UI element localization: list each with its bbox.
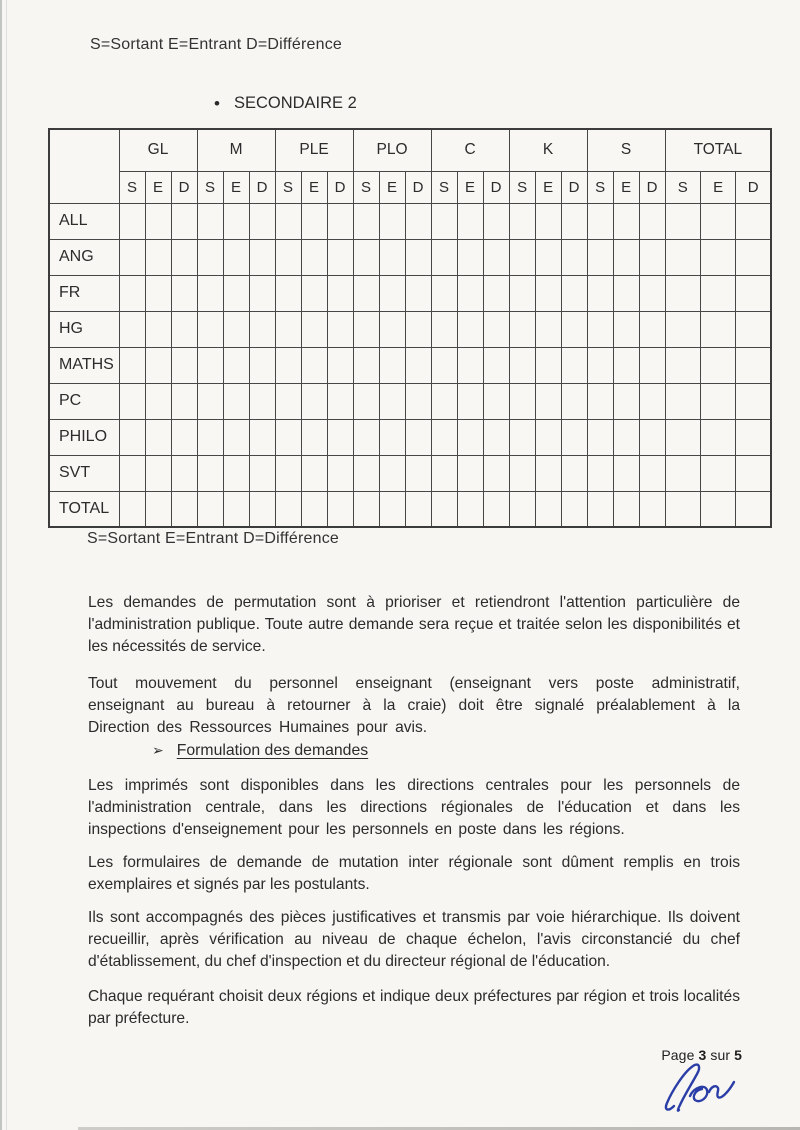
table-data-cell <box>379 347 405 383</box>
table-data-cell <box>700 455 735 491</box>
table-data-cell <box>145 347 171 383</box>
table-subheader-cell: D <box>327 171 353 203</box>
table-data-cell <box>249 239 275 275</box>
table-data-cell <box>379 311 405 347</box>
table-data-cell <box>223 275 249 311</box>
table-data-cell <box>301 383 327 419</box>
table-data-cell <box>223 311 249 347</box>
table-data-cell <box>561 491 587 527</box>
table-data-cell <box>700 491 735 527</box>
table-subheader-cell: S <box>197 171 223 203</box>
table-subheader-cell: E <box>145 171 171 203</box>
table-subheader-cell: D <box>249 171 275 203</box>
table-data-cell <box>700 383 735 419</box>
table-data-cell <box>275 239 301 275</box>
table-data-cell <box>535 455 561 491</box>
table-data-cell <box>145 383 171 419</box>
table-group-header: K <box>509 129 587 171</box>
table-data-cell <box>431 419 457 455</box>
table-data-cell <box>587 347 613 383</box>
section-title-row <box>214 94 357 113</box>
table-data-cell <box>353 203 379 239</box>
table-data-cell <box>275 383 301 419</box>
table-data-cell <box>431 491 457 527</box>
table-data-cell <box>509 275 535 311</box>
table-subheader-cell: D <box>483 171 509 203</box>
table-data-cell <box>145 239 171 275</box>
table-data-cell <box>223 455 249 491</box>
table-data-cell <box>405 311 431 347</box>
table-data-cell <box>353 419 379 455</box>
table-data-cell <box>457 275 483 311</box>
legend-top: S=Sortant E=Entrant D=Différence <box>90 36 343 53</box>
table-data-cell <box>119 311 145 347</box>
table-data-cell <box>145 275 171 311</box>
table-data-cell <box>145 491 171 527</box>
table-data-cell <box>249 383 275 419</box>
section-heading-text: Formulation des demandes <box>176 742 369 759</box>
table-data-cell <box>379 203 405 239</box>
table-data-cell <box>483 203 509 239</box>
table-data-cell <box>275 491 301 527</box>
table-data-cell <box>561 455 587 491</box>
table-data-cell <box>457 203 483 239</box>
paragraph-regions: Chaque requérant choisit deux régions et indique deux préfectures par région et trois localités par préfecture. <box>88 988 740 1027</box>
table-subheader-cell: E <box>457 171 483 203</box>
table-data-cell <box>639 239 665 275</box>
table-data-cell <box>327 311 353 347</box>
table-data-cell <box>301 203 327 239</box>
table-row-label: HG <box>49 311 119 347</box>
page-number-current: 3 <box>698 1047 707 1063</box>
table-row-label: MATHS <box>49 347 119 383</box>
table-data-cell <box>145 311 171 347</box>
table-data-cell <box>119 239 145 275</box>
table-data-cell <box>587 491 613 527</box>
table-data-cell <box>327 419 353 455</box>
table-subheader-cell: E <box>379 171 405 203</box>
table-group-header: M <box>197 129 275 171</box>
table-data-cell <box>327 203 353 239</box>
table-subheader-cell: S <box>431 171 457 203</box>
table-data-cell <box>483 275 509 311</box>
table-data-cell <box>405 383 431 419</box>
scan-edge-artifact <box>6 0 7 1130</box>
table-data-cell <box>736 383 771 419</box>
table-data-cell <box>171 239 197 275</box>
table-data-cell <box>457 455 483 491</box>
table-data-cell <box>587 455 613 491</box>
table-data-cell <box>197 311 223 347</box>
table-data-cell <box>327 383 353 419</box>
table-data-cell <box>145 419 171 455</box>
table-data-cell <box>197 239 223 275</box>
page-number-separator: sur <box>710 1047 731 1063</box>
table-data-cell <box>405 239 431 275</box>
table-subheader-cell: D <box>736 171 771 203</box>
table-subheader-cell: S <box>275 171 301 203</box>
table-subheader-cell: S <box>587 171 613 203</box>
table-group-header: TOTAL <box>665 129 771 171</box>
table-data-cell <box>587 383 613 419</box>
table-data-cell <box>639 347 665 383</box>
table-data-cell <box>457 491 483 527</box>
scan-edge-artifact <box>0 0 2 1130</box>
table-data-cell <box>700 203 735 239</box>
table-data-cell <box>145 203 171 239</box>
table-subheader-cell: E <box>223 171 249 203</box>
table-row <box>49 275 771 311</box>
table-group-header: S <box>587 129 665 171</box>
table-data-cell <box>700 239 735 275</box>
table-data-cell <box>483 455 509 491</box>
staffing-table <box>48 128 772 528</box>
table-data-cell <box>639 419 665 455</box>
table-group-header: PLO <box>353 129 431 171</box>
table-data-cell <box>249 203 275 239</box>
table-data-cell <box>431 311 457 347</box>
table-data-cell <box>197 275 223 311</box>
table-data-cell <box>353 491 379 527</box>
table-data-cell <box>509 239 535 275</box>
table-subheader-cell: E <box>613 171 639 203</box>
table-data-cell <box>535 239 561 275</box>
table-data-cell <box>197 491 223 527</box>
table-data-cell <box>639 275 665 311</box>
table-subheader-cell: E <box>535 171 561 203</box>
table-data-cell <box>561 311 587 347</box>
table-data-cell <box>561 275 587 311</box>
table-data-cell <box>587 311 613 347</box>
table-data-cell <box>301 275 327 311</box>
table-data-cell <box>700 275 735 311</box>
bullet-icon: • <box>214 94 220 113</box>
table-subheader-cell: D <box>639 171 665 203</box>
table-data-cell <box>171 491 197 527</box>
paragraph-imprimes: Les imprimés sont disponibles dans les directions centrales pour les personnels de l'administration centrale, dans les directions régionales de l'éducation et dans les inspections d'enseignement pour les personnels en poste dans les régions. <box>88 777 740 838</box>
table-data-cell <box>561 347 587 383</box>
table-data-cell <box>353 239 379 275</box>
table-data-cell <box>353 383 379 419</box>
table-data-cell <box>379 275 405 311</box>
table-data-cell <box>535 419 561 455</box>
table-data-cell <box>249 455 275 491</box>
table-data-cell <box>509 455 535 491</box>
table-row <box>49 347 771 383</box>
table-data-cell <box>223 419 249 455</box>
table-row-label: ANG <box>49 239 119 275</box>
table-data-cell <box>197 455 223 491</box>
paragraph-formulaires: Les formulaires de demande de mutation inter régionale sont dûment remplis en trois exemplaires et signés par les postulants. <box>88 854 740 893</box>
table-data-cell <box>700 347 735 383</box>
table-row-label: SVT <box>49 455 119 491</box>
table-data-cell <box>327 275 353 311</box>
table-data-cell <box>171 203 197 239</box>
table-data-cell <box>275 419 301 455</box>
table-data-cell <box>457 239 483 275</box>
table-subheader-cell: E <box>301 171 327 203</box>
table-data-cell <box>587 239 613 275</box>
section-heading <box>88 742 740 760</box>
table-data-cell <box>275 311 301 347</box>
table-data-cell <box>736 419 771 455</box>
table-data-cell <box>736 311 771 347</box>
table-data-cell <box>171 347 197 383</box>
table-data-cell <box>249 491 275 527</box>
table-data-cell <box>535 383 561 419</box>
table-data-cell <box>431 275 457 311</box>
table-data-cell <box>431 239 457 275</box>
table-data-cell <box>171 419 197 455</box>
table-data-cell <box>561 239 587 275</box>
table-data-cell <box>405 203 431 239</box>
table-data-cell <box>431 455 457 491</box>
table-subheader-cell: D <box>561 171 587 203</box>
table-group-header: PLE <box>275 129 353 171</box>
table-data-cell <box>509 383 535 419</box>
table-data-cell <box>405 491 431 527</box>
table-data-cell <box>700 419 735 455</box>
table-data-cell <box>639 491 665 527</box>
table-data-cell <box>700 311 735 347</box>
section-title: SECONDAIRE 2 <box>233 94 357 112</box>
table-data-cell <box>119 491 145 527</box>
table-data-cell <box>587 203 613 239</box>
table-data-cell <box>275 347 301 383</box>
table-data-cell <box>613 239 639 275</box>
table-data-cell <box>223 347 249 383</box>
table-data-cell <box>249 347 275 383</box>
table-corner-cell <box>49 129 119 203</box>
table-data-cell <box>119 275 145 311</box>
table-data-cell <box>639 383 665 419</box>
page-number-total: 5 <box>734 1047 742 1063</box>
table-data-cell <box>353 455 379 491</box>
table-row-label: FR <box>49 275 119 311</box>
table-data-cell <box>665 347 700 383</box>
table-row <box>49 491 771 527</box>
table-data-cell <box>119 203 145 239</box>
table-row-label: PHILO <box>49 419 119 455</box>
page-number-prefix: Page <box>661 1047 695 1063</box>
table-data-cell <box>405 419 431 455</box>
table-data-cell <box>561 419 587 455</box>
table-data-cell <box>535 275 561 311</box>
table-row <box>49 311 771 347</box>
table-data-cell <box>275 455 301 491</box>
table-data-cell <box>535 491 561 527</box>
table-data-cell <box>561 383 587 419</box>
table-data-cell <box>535 347 561 383</box>
table-data-cell <box>535 203 561 239</box>
arrow-bullet-icon: ➢ <box>152 742 164 758</box>
table-data-cell <box>379 383 405 419</box>
table-data-cell <box>483 419 509 455</box>
table-data-cell <box>509 311 535 347</box>
table-data-cell <box>736 239 771 275</box>
table-data-cell <box>119 455 145 491</box>
table-row-label: TOTAL <box>49 491 119 527</box>
table-data-cell <box>613 347 639 383</box>
table-data-cell <box>275 275 301 311</box>
table-row <box>49 239 771 275</box>
table-data-cell <box>736 491 771 527</box>
table-data-cell <box>509 491 535 527</box>
table-data-cell <box>613 275 639 311</box>
table-data-cell <box>379 419 405 455</box>
table-row-label: PC <box>49 383 119 419</box>
table-data-cell <box>353 275 379 311</box>
table-data-cell <box>457 347 483 383</box>
table-subheader-cell: S <box>665 171 700 203</box>
table-data-cell <box>249 311 275 347</box>
table-data-cell <box>483 311 509 347</box>
table-data-cell <box>145 455 171 491</box>
table-data-cell <box>639 203 665 239</box>
table-data-cell <box>327 491 353 527</box>
table-data-cell <box>665 491 700 527</box>
table-data-cell <box>483 347 509 383</box>
table-subheader-cell: S <box>353 171 379 203</box>
table-data-cell <box>509 203 535 239</box>
table-data-cell <box>327 239 353 275</box>
table-data-cell <box>197 419 223 455</box>
table-data-cell <box>665 383 700 419</box>
table-row <box>49 383 771 419</box>
table-data-cell <box>736 203 771 239</box>
table-data-cell <box>171 275 197 311</box>
table-data-cell <box>223 203 249 239</box>
table-data-cell <box>301 491 327 527</box>
table-data-cell <box>431 203 457 239</box>
table-data-cell <box>223 491 249 527</box>
table-row <box>49 203 771 239</box>
table-data-cell <box>457 419 483 455</box>
table-data-cell <box>119 419 145 455</box>
table-data-cell <box>535 311 561 347</box>
table-data-cell <box>665 239 700 275</box>
table-data-cell <box>587 419 613 455</box>
table-subheader-cell: D <box>405 171 431 203</box>
table-data-cell <box>405 347 431 383</box>
table-data-cell <box>665 203 700 239</box>
table-data-cell <box>197 347 223 383</box>
table-data-cell <box>171 455 197 491</box>
table-data-cell <box>665 455 700 491</box>
table-data-cell <box>405 455 431 491</box>
table-data-cell <box>431 383 457 419</box>
table-data-cell <box>736 275 771 311</box>
table-data-cell <box>613 311 639 347</box>
table-data-cell <box>301 239 327 275</box>
table-group-header: GL <box>119 129 197 171</box>
table-data-cell <box>457 383 483 419</box>
table-data-cell <box>171 383 197 419</box>
paragraph-mouvement: Tout mouvement du personnel enseignant (enseignant vers poste administratif, enseignant au bureau à retourner à la craie) doit être signalé préalablement à la Direction des Ressources Humaines pour avis. <box>88 675 740 736</box>
table-data-cell <box>223 383 249 419</box>
table-data-cell <box>736 347 771 383</box>
table-data-cell <box>587 275 613 311</box>
table-data-cell <box>613 491 639 527</box>
table-data-cell <box>509 347 535 383</box>
legend-bottom: S=Sortant E=Entrant D=Différence <box>87 530 340 547</box>
table-subheader-cell: E <box>700 171 735 203</box>
table-data-cell <box>353 347 379 383</box>
table-data-cell <box>736 455 771 491</box>
table-data-cell <box>379 239 405 275</box>
table-subheader-cell: S <box>509 171 535 203</box>
table-data-cell <box>119 383 145 419</box>
table-data-cell <box>405 275 431 311</box>
table-data-cell <box>665 311 700 347</box>
table-row <box>49 455 771 491</box>
table-data-cell <box>379 455 405 491</box>
table-data-cell <box>379 491 405 527</box>
table-data-cell <box>249 419 275 455</box>
table-row-label: ALL <box>49 203 119 239</box>
table-subheader-cell: D <box>171 171 197 203</box>
table-data-cell <box>483 239 509 275</box>
table-data-cell <box>561 203 587 239</box>
table-data-cell <box>509 419 535 455</box>
table-subheader-cell: S <box>119 171 145 203</box>
table-data-cell <box>639 311 665 347</box>
table-data-cell <box>483 383 509 419</box>
table-data-cell <box>483 491 509 527</box>
table-data-cell <box>353 311 379 347</box>
table-data-cell <box>223 239 249 275</box>
paragraph-pieces: Ils sont accompagnés des pièces justificatives et transmis par voie hiérarchique. Ils doivent recueillir, après vérification au niveau de chaque échelon, l'avis circonstancié du chef d'établissement, du chef d'inspection et du directeur régional de l'éducation. <box>88 909 740 970</box>
table-data-cell <box>613 383 639 419</box>
table-data-cell <box>457 311 483 347</box>
table-data-cell <box>639 455 665 491</box>
table-data-cell <box>613 419 639 455</box>
table-data-cell <box>327 455 353 491</box>
table-data-cell <box>119 347 145 383</box>
paragraph-permutation: Les demandes de permutation sont à prioriser et retiendront l'attention particulière de l'administration publique. Toute autre demande sera reçue et traitée selon les disponibilités et les nécessités de service. <box>88 594 740 655</box>
table-group-header: C <box>431 129 509 171</box>
handwritten-signature-icon <box>660 1060 740 1121</box>
table-data-cell <box>301 455 327 491</box>
table-data-cell <box>327 347 353 383</box>
table-data-cell <box>301 419 327 455</box>
table-data-cell <box>275 203 301 239</box>
table-data-cell <box>249 275 275 311</box>
table-data-cell <box>613 203 639 239</box>
table-data-cell <box>171 311 197 347</box>
table-data-cell <box>665 419 700 455</box>
table-data-cell <box>301 347 327 383</box>
table-data-cell <box>197 383 223 419</box>
table-data-cell <box>431 347 457 383</box>
table-data-cell <box>613 455 639 491</box>
table-row <box>49 419 771 455</box>
table-data-cell <box>197 203 223 239</box>
table-data-cell <box>301 311 327 347</box>
table-data-cell <box>665 275 700 311</box>
